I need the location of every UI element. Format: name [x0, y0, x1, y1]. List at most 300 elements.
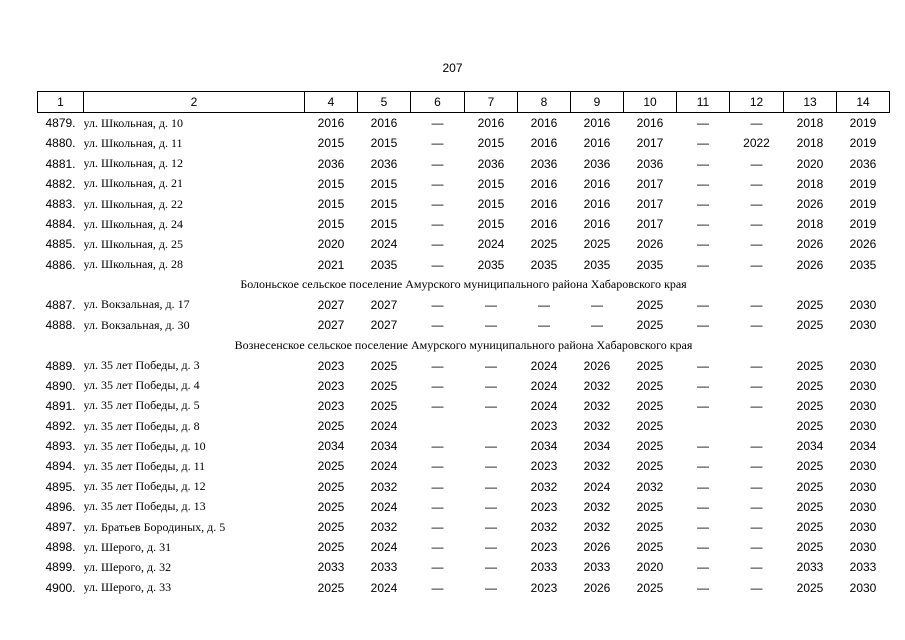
year-cell: — [697, 257, 709, 272]
table-body [38, 113, 890, 598]
year-cell: 2017 [636, 136, 664, 151]
year-cell: 2025 [796, 479, 824, 494]
year-cell: 2022 [743, 136, 770, 151]
year-cell: 2025 [370, 398, 398, 413]
year-cell: 2035 [849, 257, 877, 272]
year-cell: 2015 [370, 197, 398, 212]
year-cell: 2025 [796, 520, 824, 535]
year-cell: 2025 [636, 378, 664, 393]
row-number: 4886. [45, 257, 76, 272]
year-cell: 2030 [849, 520, 877, 535]
row-number: 4879. [45, 116, 76, 131]
year-cell: — [697, 439, 709, 454]
table-row [38, 154, 890, 174]
year-cell: 2027 [370, 318, 398, 333]
year-cell: — [431, 136, 444, 151]
year-cell: 2024 [370, 459, 398, 474]
year-cell: 2036 [849, 156, 877, 171]
year-cell: 2015 [317, 217, 345, 232]
schedule-table [37, 91, 890, 598]
year-cell: — [431, 217, 444, 232]
year-cell: 2024 [583, 479, 611, 494]
year-cell: 2025 [796, 459, 824, 474]
table-row [38, 456, 890, 476]
year-cell: 2017 [636, 197, 664, 212]
year-cell: — [750, 580, 763, 595]
year-cell: — [750, 297, 763, 312]
table-row [38, 537, 890, 557]
header-cell: 14 [837, 92, 890, 113]
header-cell: 4 [305, 92, 358, 113]
year-cell: — [431, 116, 444, 131]
year-cell: — [431, 197, 444, 212]
table-row [38, 436, 890, 456]
address-cell: ул. Школьная, д. 25 [83, 236, 183, 251]
year-cell: 2024 [530, 358, 558, 373]
header-cell: 13 [784, 92, 837, 113]
year-cell: — [485, 318, 497, 333]
year-cell: 2015 [477, 136, 505, 151]
year-cell: 2025 [796, 419, 824, 434]
year-cell: — [750, 459, 763, 474]
year-cell: — [750, 156, 763, 171]
row-number: 4880. [45, 136, 76, 151]
year-cell: — [485, 580, 497, 595]
year-cell: — [750, 520, 763, 535]
year-cell: — [697, 358, 709, 373]
row-number: 4882. [45, 176, 76, 191]
year-cell: 2016 [583, 136, 611, 151]
year-cell: 2030 [849, 540, 877, 555]
year-cell: 2025 [796, 318, 824, 333]
header-cell: 8 [518, 92, 571, 113]
year-cell: 2023 [317, 398, 345, 413]
year-cell: 2034 [849, 439, 877, 454]
year-cell: 2016 [583, 116, 611, 131]
year-cell: 2024 [370, 580, 398, 595]
year-cell: 2015 [477, 176, 505, 191]
year-cell: 2021 [317, 257, 345, 272]
year-cell: 2019 [849, 136, 877, 151]
year-cell: 2025 [636, 580, 664, 595]
table-row [38, 578, 890, 598]
table-header [38, 92, 890, 113]
year-cell: — [750, 479, 763, 494]
table-row [38, 355, 890, 375]
year-cell: 2025 [796, 580, 824, 595]
year-cell: 2016 [583, 217, 611, 232]
address-cell: ул. Шерого, д. 31 [83, 539, 172, 554]
year-cell: 2030 [849, 580, 877, 595]
year-cell: 2023 [530, 419, 558, 434]
year-cell: 2033 [796, 560, 824, 575]
address-cell: ул. 35 лет Победы, д. 11 [83, 458, 206, 473]
year-cell: 2032 [583, 459, 611, 474]
year-cell: — [697, 459, 709, 474]
year-cell: 2030 [849, 318, 877, 333]
address-cell: ул. 35 лет Победы, д. 10 [83, 438, 206, 453]
year-cell: 2019 [849, 217, 877, 232]
address-cell: ул. 35 лет Победы, д. 4 [83, 378, 200, 393]
year-cell: 2025 [796, 297, 824, 312]
year-cell: 2025 [636, 297, 664, 312]
year-cell: 2016 [530, 197, 558, 212]
year-cell: 2036 [477, 156, 505, 171]
year-cell: 2026 [583, 358, 611, 373]
year-cell: 2025 [317, 479, 345, 494]
year-cell: 2025 [317, 580, 345, 595]
year-cell: — [431, 499, 444, 514]
row-number: 4898. [45, 540, 76, 555]
year-cell: — [485, 540, 497, 555]
year-cell: 2036 [317, 156, 345, 171]
year-cell: — [538, 318, 550, 333]
year-cell: 2030 [849, 419, 877, 434]
address-cell: ул. Братьев Бородиных, д. 5 [83, 519, 226, 534]
row-number: 4891. [45, 398, 76, 413]
year-cell: — [697, 136, 709, 151]
table-row [38, 315, 890, 335]
year-cell: 2026 [849, 237, 877, 252]
address-cell: ул. Школьная, д. 21 [83, 176, 183, 191]
row-number: 4892. [45, 419, 76, 434]
year-cell: 2033 [583, 560, 611, 575]
year-cell: — [431, 237, 444, 252]
year-cell: — [750, 378, 763, 393]
page-number: 207 [442, 61, 463, 75]
section-row [38, 275, 890, 295]
table-row [38, 517, 890, 537]
year-cell: 2025 [530, 237, 558, 252]
year-cell: 2033 [317, 560, 345, 575]
year-cell: 2025 [317, 419, 345, 434]
year-cell: 2016 [583, 176, 611, 191]
header-cell: 9 [571, 92, 624, 113]
table-row [38, 416, 890, 436]
year-cell: 2025 [370, 378, 398, 393]
year-cell: — [750, 318, 763, 333]
row-number: 4885. [45, 237, 76, 252]
year-cell: 2025 [583, 237, 611, 252]
address-cell: ул. 35 лет Победы, д. 5 [83, 398, 200, 413]
year-cell: — [697, 116, 709, 131]
year-cell: — [431, 459, 444, 474]
address-cell: ул. Школьная, д. 24 [83, 216, 183, 231]
year-cell: — [485, 560, 497, 575]
year-cell: — [697, 520, 709, 535]
year-cell: 2025 [370, 358, 398, 373]
table-row [38, 396, 890, 416]
year-cell: — [697, 540, 709, 555]
row-number: 4896. [45, 499, 76, 514]
year-cell: 2035 [636, 257, 664, 272]
year-cell: 2015 [317, 176, 345, 191]
year-cell: 2025 [796, 398, 824, 413]
year-cell: 2025 [636, 439, 664, 454]
table-row [38, 194, 890, 214]
address-cell: ул. Школьная, д. 22 [83, 196, 183, 211]
year-cell: 2025 [317, 459, 345, 474]
table-row [38, 557, 890, 577]
year-cell: 2019 [849, 197, 877, 212]
year-cell: 2032 [636, 479, 664, 494]
year-cell: 2015 [317, 136, 345, 151]
year-cell: 2025 [317, 540, 345, 555]
year-cell: 2025 [317, 499, 345, 514]
section-title: Вознесенское сельское поселение Амурского муниципального района Хабаровского края [234, 337, 693, 352]
table-row [38, 255, 890, 275]
header-cell: 5 [358, 92, 411, 113]
year-cell: 2015 [477, 217, 505, 232]
year-cell: 2018 [796, 116, 824, 131]
year-cell [677, 416, 730, 436]
year-cell: 2032 [583, 419, 611, 434]
year-cell: 2032 [583, 520, 611, 535]
address-cell: ул. 35 лет Победы, д. 3 [83, 358, 200, 373]
address-cell: ул. Школьная, д. 10 [83, 115, 183, 130]
year-cell: 2032 [583, 398, 611, 413]
year-cell: — [750, 257, 763, 272]
year-cell: — [431, 479, 444, 494]
year-cell: — [697, 398, 709, 413]
year-cell: — [431, 378, 444, 393]
year-cell: — [750, 116, 763, 131]
year-cell: 2032 [370, 520, 398, 535]
year-cell: 2036 [370, 156, 398, 171]
year-cell: 2025 [636, 398, 664, 413]
address-cell: ул. Школьная, д. 12 [83, 156, 183, 171]
year-cell: 2016 [636, 116, 664, 131]
year-cell: — [697, 499, 709, 514]
year-cell: 2016 [477, 116, 505, 131]
year-cell: — [697, 156, 709, 171]
year-cell: — [697, 197, 709, 212]
year-cell: 2034 [530, 439, 558, 454]
table-row [38, 174, 890, 194]
year-cell: 2033 [370, 560, 398, 575]
year-cell: — [591, 297, 603, 312]
year-cell: — [750, 176, 763, 191]
year-cell: 2030 [849, 358, 877, 373]
year-cell: 2023 [530, 580, 558, 595]
year-cell: 2032 [370, 479, 398, 494]
year-cell: 2015 [370, 176, 398, 191]
table-row [38, 113, 890, 134]
year-cell: 2016 [530, 136, 558, 151]
year-cell: 2030 [849, 479, 877, 494]
year-cell: — [485, 378, 497, 393]
year-cell: 2024 [370, 499, 398, 514]
address-cell: ул. 35 лет Победы, д. 12 [83, 479, 206, 494]
year-cell: — [697, 217, 709, 232]
year-cell: 2020 [796, 156, 824, 171]
year-cell: 2023 [530, 459, 558, 474]
header-cell: 10 [624, 92, 677, 113]
year-cell: 2024 [370, 540, 398, 555]
address-cell: ул. Шерого, д. 32 [83, 559, 172, 574]
year-cell: 2023 [317, 378, 345, 393]
year-cell: 2032 [583, 378, 611, 393]
year-cell: 2023 [530, 499, 558, 514]
row-number: 4887. [45, 297, 76, 312]
year-cell: — [750, 217, 763, 232]
year-cell: 2015 [477, 197, 505, 212]
section-row [38, 335, 890, 355]
table-row [38, 234, 890, 254]
year-cell: 2025 [636, 540, 664, 555]
address-cell: ул. Вокзальная, д. 17 [83, 297, 190, 312]
year-cell [730, 416, 784, 436]
header-cell: 6 [411, 92, 465, 113]
year-cell: 2035 [477, 257, 505, 272]
year-cell: — [485, 520, 497, 535]
year-cell: 2016 [530, 116, 558, 131]
year-cell: 2016 [317, 116, 345, 131]
year-cell: 2018 [796, 176, 824, 191]
year-cell: 2034 [370, 439, 398, 454]
year-cell: — [431, 398, 444, 413]
year-cell: — [431, 580, 444, 595]
year-cell: 2016 [583, 197, 611, 212]
year-cell: — [485, 358, 497, 373]
year-cell: 2025 [796, 358, 824, 373]
year-cell: 2025 [636, 358, 664, 373]
year-cell: — [431, 520, 444, 535]
year-cell: 2025 [796, 499, 824, 514]
year-cell: 2026 [796, 197, 824, 212]
row-number: 4883. [45, 197, 76, 212]
address-cell: ул. Шерого, д. 33 [83, 580, 172, 595]
year-cell: 2030 [849, 297, 877, 312]
year-cell: 2026 [796, 257, 824, 272]
year-cell: — [750, 540, 763, 555]
table-row [38, 477, 890, 497]
year-cell: 2025 [636, 459, 664, 474]
year-cell: — [591, 318, 603, 333]
year-cell: 2034 [317, 439, 345, 454]
year-cell: — [431, 540, 444, 555]
row-number: 4893. [45, 439, 76, 454]
year-cell: 2025 [636, 499, 664, 514]
address-cell: ул. Вокзальная, д. 30 [83, 317, 190, 332]
year-cell: — [485, 439, 497, 454]
year-cell: — [697, 479, 709, 494]
year-cell: — [750, 358, 763, 373]
header-cell: 7 [465, 92, 518, 113]
row-number: 4889. [45, 358, 76, 373]
year-cell: 2024 [530, 398, 558, 413]
year-cell: 2027 [370, 297, 398, 312]
year-cell: 2025 [636, 520, 664, 535]
year-cell: 2033 [530, 560, 558, 575]
address-cell: ул. Школьная, д. 11 [83, 135, 183, 150]
year-cell: 2015 [370, 136, 398, 151]
year-cell: 2020 [636, 560, 664, 575]
year-cell: 2032 [530, 520, 558, 535]
year-cell: 2035 [530, 257, 558, 272]
year-cell: 2032 [583, 499, 611, 514]
year-cell: 2018 [796, 136, 824, 151]
row-number: 4884. [45, 217, 76, 232]
row-number: 4888. [45, 318, 76, 333]
row-number: 4899. [45, 560, 76, 575]
year-cell: 2023 [317, 358, 345, 373]
row-number: 4881. [45, 156, 76, 171]
year-cell: 2036 [636, 156, 664, 171]
year-cell: — [697, 297, 709, 312]
address-cell: ул. Школьная, д. 28 [83, 257, 183, 272]
year-cell: — [697, 318, 709, 333]
year-cell: — [431, 318, 444, 333]
year-cell: 2036 [583, 156, 611, 171]
address-cell: ул. 35 лет Победы, д. 8 [83, 418, 200, 433]
year-cell: — [431, 560, 444, 575]
header-row [38, 92, 890, 113]
year-cell: 2027 [317, 318, 345, 333]
year-cell: — [431, 176, 444, 191]
year-cell: 2032 [530, 479, 558, 494]
year-cell: 2018 [796, 217, 824, 232]
year-cell: 2016 [530, 217, 558, 232]
table-row [38, 295, 890, 315]
year-cell: 2025 [636, 419, 664, 434]
header-cell: 1 [38, 92, 84, 113]
year-cell: — [697, 560, 709, 575]
row-number: 4900. [45, 580, 76, 595]
year-cell: 2034 [796, 439, 824, 454]
year-cell: 2030 [849, 378, 877, 393]
year-cell: — [750, 197, 763, 212]
section-title: Болоньское сельское поселение Амурского муниципального района Хабаровского края [240, 277, 687, 292]
year-cell: — [485, 459, 497, 474]
table-row [38, 133, 890, 153]
year-cell: — [538, 297, 550, 312]
year-cell: — [750, 439, 763, 454]
year-cell: 2015 [317, 197, 345, 212]
year-cell: 2024 [370, 419, 398, 434]
year-cell: 2034 [583, 439, 611, 454]
year-cell: — [750, 398, 763, 413]
year-cell: 2017 [636, 217, 664, 232]
year-cell: — [431, 358, 444, 373]
year-cell: 2033 [849, 560, 877, 575]
year-cell: 2026 [583, 540, 611, 555]
table-row [38, 376, 890, 396]
year-cell: 2024 [370, 237, 398, 252]
year-cell: 2025 [796, 378, 824, 393]
year-cell: 2027 [317, 297, 345, 312]
year-cell: 2026 [636, 237, 664, 252]
address-cell: ул. 35 лет Победы, д. 13 [83, 499, 206, 514]
year-cell: — [697, 237, 709, 252]
year-cell: 2020 [317, 237, 345, 252]
year-cell: 2017 [636, 176, 664, 191]
header-cell: 2 [84, 92, 305, 113]
year-cell: 2035 [583, 257, 611, 272]
year-cell: 2035 [370, 257, 398, 272]
year-cell [411, 416, 465, 436]
year-cell: 2023 [530, 540, 558, 555]
year-cell: 2024 [477, 237, 505, 252]
header-cell: 12 [730, 92, 784, 113]
table-row [38, 214, 890, 234]
year-cell: — [750, 560, 763, 575]
year-cell: — [750, 499, 763, 514]
year-cell: — [485, 479, 497, 494]
year-cell: 2026 [583, 580, 611, 595]
year-cell: 2026 [796, 237, 824, 252]
year-cell: 2030 [849, 459, 877, 474]
